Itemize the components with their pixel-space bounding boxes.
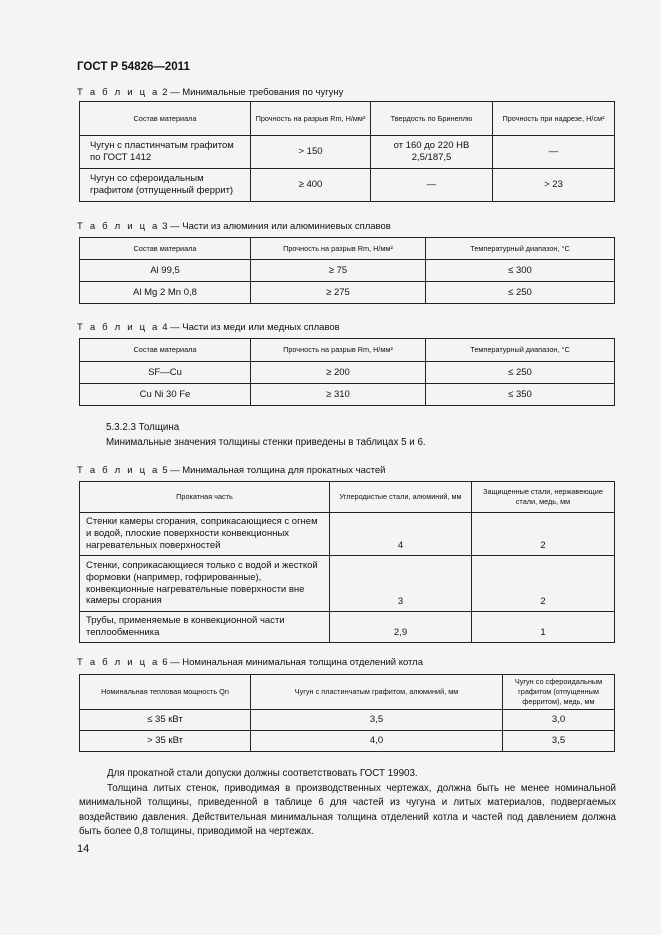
table-row: Чугун с пластинчатым графитом по ГОСТ 1412 > 150 от 160 до 220 НВ 2,5/187,5 — xyxy=(80,136,615,169)
table-row: Чугун со сфероидальным графитом (отпущенный феррит) ≥ 400 — > 23 xyxy=(80,169,615,202)
table2-header-notch: Прочность при надрезе, Н/см² xyxy=(493,102,615,136)
table-row: Стенки камеры сгорания, соприкасающиеся с огнем и водой, плоские поверхности конвекционных нагревательных поверхностей 4 2 xyxy=(80,513,615,556)
standard-header: ГОСТ Р 54826—2011 xyxy=(77,61,190,73)
table-row: Al 99,5 ≥ 75 ≤ 300 xyxy=(80,260,615,282)
table2-header-hardness: Твердость по Бринеллю xyxy=(371,102,493,136)
table5-header-carbon: Углеродистые стали, алюминий, мм xyxy=(330,482,472,513)
table5-header-stainless: Защищенные стали, нержавеющие стали, медь, мм xyxy=(472,482,615,513)
table4 xyxy=(79,338,615,406)
table-row: Cu Ni 30 Fe ≥ 310 ≤ 350 xyxy=(80,384,615,406)
table-row: Трубы, применяемые в конвекционной части теплообменника 2,9 1 xyxy=(80,612,615,643)
table3-header-material: Состав материала xyxy=(80,238,251,260)
table4-header-material: Состав материала xyxy=(80,339,251,362)
table-row: Стенки, соприкасающиеся только с водой и жесткой формовки (например, гофрированные), конвекционные нагревательные поверхности вне камеры сгорания 3 2 xyxy=(80,556,615,612)
table4-header-temp: Температурный диапазон, °С xyxy=(426,339,615,362)
table6-header-spheroidal: Чугун со сфероидальным графитом (отпущенным ферритом), медь, мм xyxy=(503,675,615,710)
table6-header-lamellar: Чугун с пластинчатым графитом, алюминий, мм xyxy=(251,675,503,710)
table5 xyxy=(79,481,615,643)
table5-caption: Т а б л и ц а 5 — Минимальная толщина для прокатных частей xyxy=(77,465,386,476)
table2-caption: Т а б л и ц а 2 — Минимальные требования по чугуну xyxy=(77,87,344,98)
closing-text xyxy=(79,767,616,840)
page-number: 14 xyxy=(77,843,90,855)
table6 xyxy=(79,674,615,752)
table5-header-part: Прокатная часть xyxy=(80,482,330,513)
table3-caption: Т а б л и ц а 3 — Части из алюминия или алюминиевых сплавов xyxy=(77,221,391,232)
table-row: > 35 кВт 4,0 3,5 xyxy=(80,730,615,751)
section-heading: 5.3.2.3 Толщина xyxy=(106,422,180,433)
table6-caption: Т а б л и ц а 6 — Номинальная минимальная толщина отделений котла xyxy=(77,657,424,668)
closing-paragraph-1: Для прокатной стали допуски должны соответствовать ГОСТ 19903. xyxy=(107,768,418,779)
table2-header-strength: Прочность на разрыв Rm, Н/мм² xyxy=(251,102,371,136)
table-row: SF—Cu ≥ 200 ≤ 250 xyxy=(80,362,615,384)
table3-header-strength: Прочность на разрыв Rm, Н/мм² xyxy=(251,238,426,260)
table2-header-material: Состав материала xyxy=(80,102,251,136)
table6-header-power: Номинальная тепловая мощность Qn xyxy=(80,675,251,710)
table4-header-strength: Прочность на разрыв Rm, Н/мм² xyxy=(251,339,426,362)
table4-caption: Т а б л и ц а 4 — Части из меди или медных сплавов xyxy=(77,322,340,333)
closing-paragraph-2: Толщина литых стенок, приводимая в производственных чертежах, должна быть не менее номинальной минимальной толщины, приведенной в таблице 6 для частей из чугуна и литых материалов, подвергаемых воздействию давления. Действительная минимальная толщина отделений котла и частей под давлением должна быть более 0,8 толщины, приводимой на чертежах. xyxy=(79,782,616,837)
table-row: ≤ 35 кВт 3,5 3,0 xyxy=(80,709,615,730)
section-text: Минимальные значения толщины стенки приведены в таблицах 5 и 6. xyxy=(106,437,426,448)
table3-header-temp: Температурный диапазон, °С xyxy=(426,238,615,260)
table-row: Al Mg 2 Mn 0,8 ≥ 275 ≤ 250 xyxy=(80,282,615,304)
table2 xyxy=(79,101,615,202)
table3 xyxy=(79,237,615,304)
